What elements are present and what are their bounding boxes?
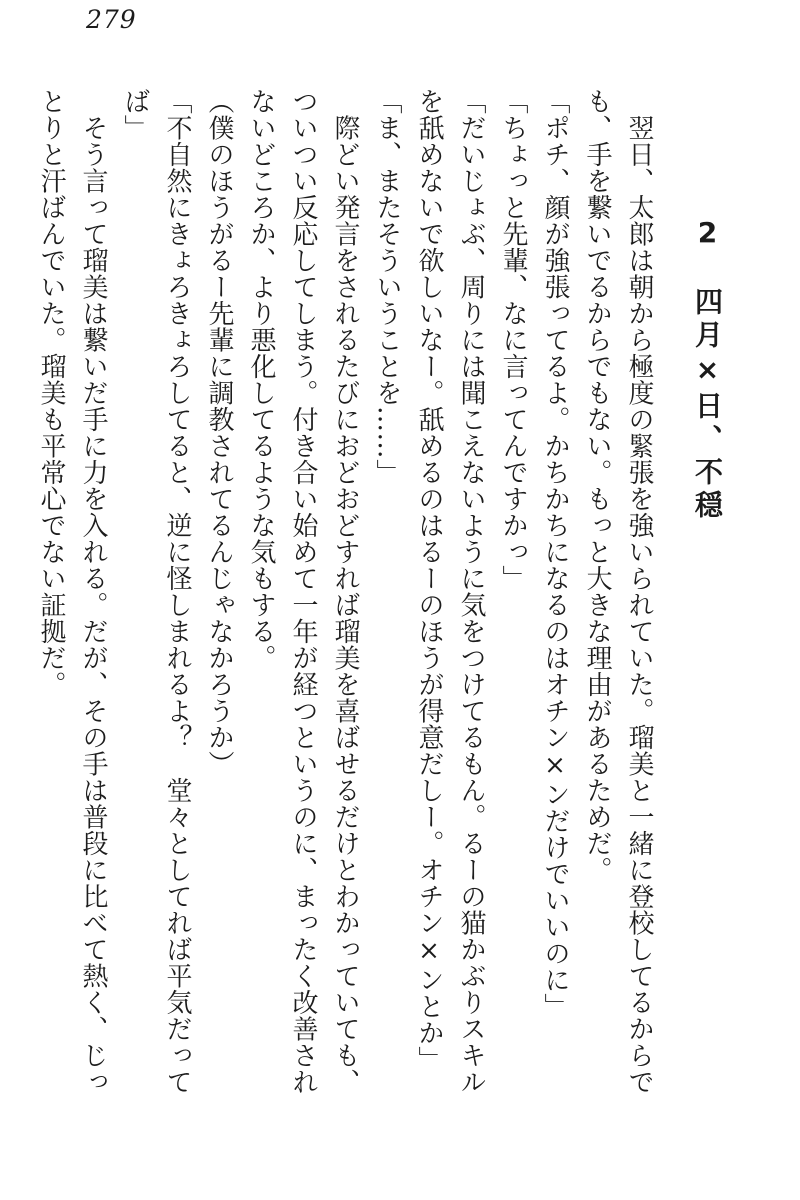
body-line: そう言って瑠美は繋いだ手に力を入れる。だが、その手は普段に比べて熱く、じっ (78, 88, 108, 1095)
text-block (30, 88, 730, 1108)
body-line: ば」 (120, 88, 150, 141)
body-line: 「不自然にきょろきょろしてると、逆に怪しまれるよ？ 堂々としてれば平気だって (162, 88, 192, 1095)
body-line: を舐めないで欲しいなー。舐めるのはるーのほうが得意だしー。オチン×ンとか」 (414, 88, 444, 1073)
body-line: 「ま、またそういうことを……」 (372, 88, 402, 486)
body-line: ついつい反応してしまう。付き合い始めて一年が経つというのに、まったく改善され (288, 88, 318, 1095)
body-line: 「ちょっと先輩、なに言ってんですかっ」 (498, 88, 528, 592)
body-line: ないどころか、より悪化してるような気もする。 (246, 88, 276, 671)
body-line: とりと汗ばんでいた。瑠美も平常心でない証拠だ。 (36, 88, 66, 698)
body-line: 翌日、太郎は朝から極度の緊張を強いられていた。瑠美と一緒に登校してるからで (624, 88, 654, 1095)
chapter-heading: 2 四月×日、不穏 (691, 216, 724, 523)
body-line: も、手を繋いでるからでもない。もっと大きな理由があるためだ。 (582, 88, 612, 883)
body-line: 際どい発言をされるたびにおどおどすれば瑠美を喜ばせるだけとわかっていても、 (330, 88, 360, 1095)
body-line: 「ポチ、顔が強張ってるよ。かちかちになるのはオチン×ンだけでいいのに」 (540, 88, 570, 1020)
body-line: 「だいじょぶ、周りには聞こえないように気をつけてるもん。るーの猫かぶりスキル (456, 88, 486, 1095)
page-number: 279 (86, 5, 137, 34)
body-line: （僕のほうがるー先輩に調教されてるんじゃなかろうか） (204, 88, 234, 777)
